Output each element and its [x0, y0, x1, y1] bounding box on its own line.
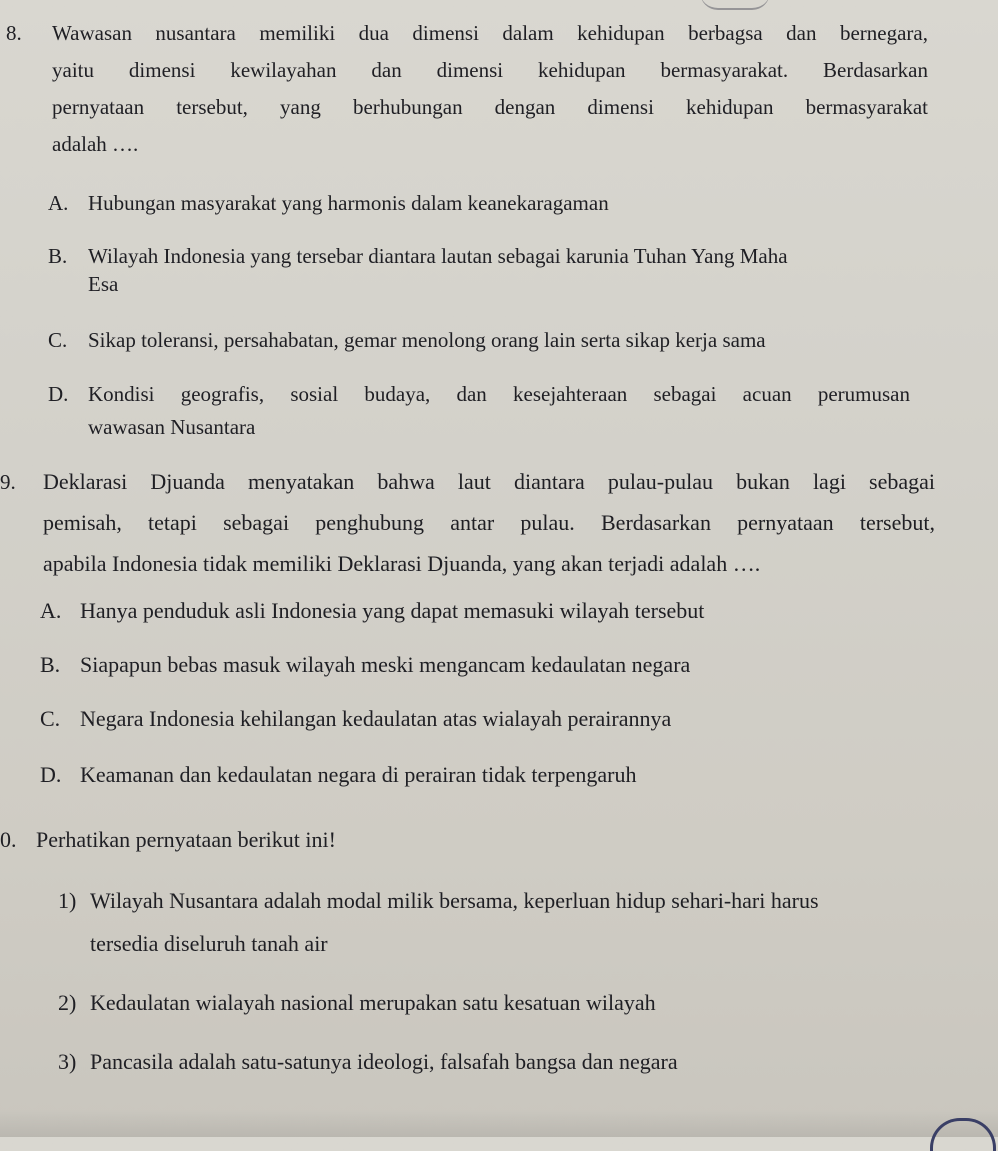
option-letter: C. — [40, 706, 61, 731]
question-9-option-a — [40, 598, 704, 624]
statement-text: Wilayah Nusantara adalah modal milik bersama, keperluan hidup sehari-hari harus — [90, 888, 819, 913]
option-letter: A. — [40, 598, 62, 623]
option-letter: C. — [48, 328, 68, 352]
option-letter: A. — [48, 191, 69, 215]
question-9-option-d — [40, 762, 636, 788]
option-text: Wilayah Indonesia yang tersebar diantara lautan sebagai karunia Tuhan Yang Maha — [88, 244, 788, 268]
statement-number: 2) — [58, 990, 77, 1015]
question-8-option-d — [48, 381, 910, 407]
question-8-option-d-cont: wawasan Nusantara — [88, 415, 256, 439]
statement-number: 3) — [58, 1049, 77, 1074]
option-text: Negara Indonesia kehilangan kedaulatan atas wialayah perairannya — [80, 706, 672, 731]
pen-scribble — [700, 0, 770, 10]
question-10-statement-2 — [58, 990, 656, 1016]
question-8-line-3: pernyataan tersebut, yang berhubungan dengan dimensi kehidupan bermasyarakat — [52, 95, 928, 119]
question-9-line-2: pemisah, tetapi sebagai penghubung antar pulau. Berdasarkan pernyataan tersebut, — [43, 510, 935, 535]
option-text: Sikap toleransi, persahabatan, gemar menolong orang lain serta sikap kerja sama — [88, 328, 766, 352]
question-10-statement-3 — [58, 1049, 678, 1075]
statement-text: Pancasila adalah satu-satunya ideologi, falsafah bangsa dan negara — [90, 1049, 678, 1074]
question-8-option-c — [48, 327, 766, 353]
question-8-line-2: yaitu dimensi kewilayahan dan dimensi kehidupan bermasyarakat. Berdasarkan — [52, 58, 928, 82]
page-bottom-shadow — [0, 1110, 998, 1137]
option-text: Kondisi geografis, sosial budaya, dan kesejahteraan sebagai acuan perumusan — [88, 382, 910, 406]
option-text: Hubungan masyarakat yang harmonis dalam keanekaragaman — [88, 191, 609, 215]
question-9-option-c — [40, 706, 671, 732]
statement-number: 1) — [58, 888, 77, 913]
option-letter: B. — [48, 244, 68, 268]
question-10-number: 0. — [0, 827, 17, 852]
option-text: Siapapun bebas masuk wilayah meski mengancam kedaulatan negara — [80, 652, 691, 677]
question-8-option-b — [48, 243, 788, 269]
question-8-option-b-cont: Esa — [88, 272, 119, 296]
question-10-statement-1-cont: tersedia diseluruh tanah air — [90, 931, 328, 956]
option-letter: D. — [40, 762, 62, 787]
question-8-line-4: adalah …. — [52, 132, 139, 156]
question-10-line-1: Perhatikan pernyataan berikut ini! — [36, 827, 336, 852]
question-10-statement-1 — [58, 888, 819, 914]
question-8-line-1: Wawasan nusantara memiliki dua dimensi dalam kehidupan berbagsa dan bernegara, — [52, 21, 928, 45]
question-9-line-3: apabila Indonesia tidak memiliki Deklarasi Djuanda, yang akan terjadi adalah …. — [43, 551, 761, 576]
option-letter: B. — [40, 652, 61, 677]
question-8-number: 8. — [6, 21, 22, 45]
option-text: Hanya penduduk asli Indonesia yang dapat memasuki wilayah tersebut — [80, 598, 705, 623]
statement-text: Kedaulatan wialayah nasional merupakan satu kesatuan wilayah — [90, 990, 656, 1015]
question-9-number: 9. — [0, 470, 16, 494]
question-9-option-b — [40, 652, 690, 678]
option-letter: D. — [48, 382, 69, 406]
option-text: Keamanan dan kedaulatan negara di perairan tidak terpengaruh — [80, 762, 637, 787]
question-8-option-a — [48, 190, 609, 216]
question-9-line-1: Deklarasi Djuanda menyatakan bahwa laut diantara pulau-pulau bukan lagi sebagai — [43, 469, 935, 494]
